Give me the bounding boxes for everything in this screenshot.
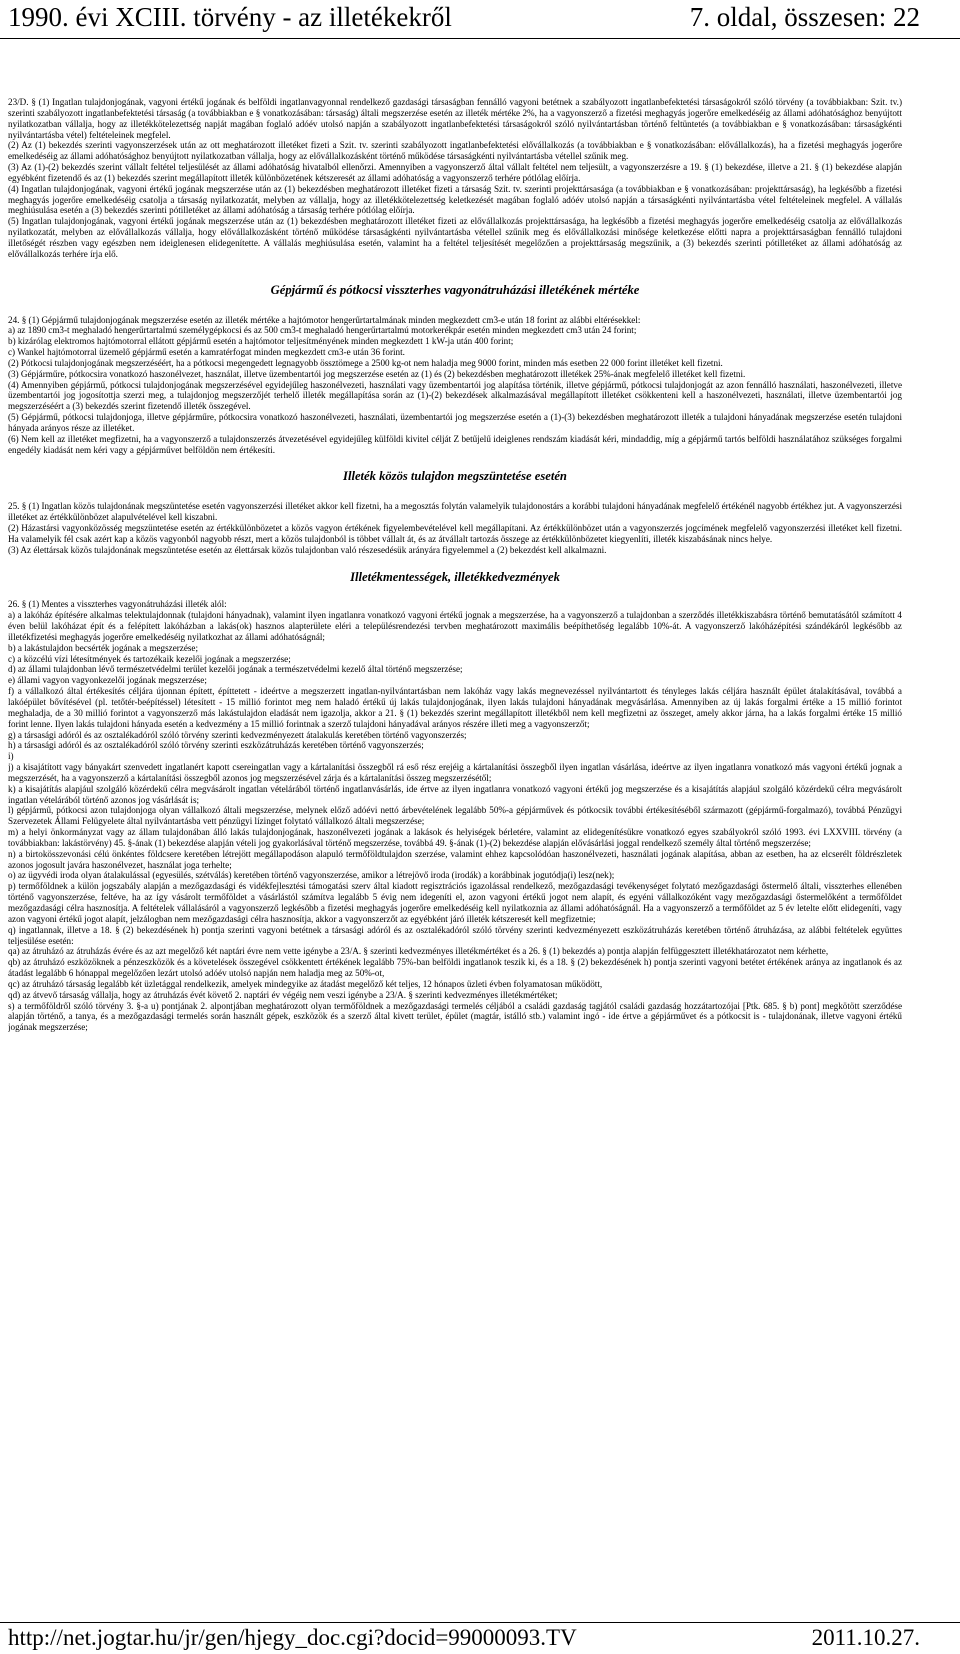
paragraph: qd) az átvevő társaság vállalja, hogy az átruházás évét követő 2. naptári év végéig nem veszi igénybe a 23/A. § szerinti kedvezményes illetékmértéket;: [8, 989, 558, 1000]
paragraph: b) kizárólag elektromos hajtómotorral ellátott gépjármű esetén a hajtómotor teljesítményének minden megkezdett 1 kW-ja után 400 forint;: [8, 336, 514, 347]
page-number: 7. oldal, összesen: 22: [689, 2, 920, 32]
paragraph: (3) Gépjárműre, pótkocsira vonatkozó haszonélvezet, használat, illetve üzembentartói jog megszerzése esetén az (1) és (2) bekezdésben meghatározott illetékek 25%-ának megfelelő illetéket kell fizetni.: [8, 368, 746, 379]
document-body: [8, 97, 902, 1617]
paragraph: e) állami vagyon vagyonkezelői jogának megszerzése;: [8, 675, 207, 686]
paragraph: k) a kisajátítás alapjául szolgáló közérdekű célra megvásárolt ingatlan vételárából történő ingatlanvásárlás, ide értve az ilyen ingatlanra vonatkozó vagyoni értékű jog megszerzése és a kisajátítás alapjául szolgáló közérdekű célra megvásárolt ingatlan vételárából történő azonos jog vásárlását is;: [8, 783, 902, 805]
paragraph: n) a birtokösszevonási célú önkéntes földcsere keretében létrejött megállapodáson alapuló termőföldtulajdon szerzése, valamint ehhez kapcsolódóan haszonélvezeti, használati jogának alapítása, abban az esetben, ha az elcserélt földrészletek azonos jogosult javára haszonélvezet, használat joga terhelte;: [8, 848, 902, 870]
paragraph: (6) Nem kell az illetéket megfizetni, ha a vagyonszerző a tulajdonszerzés átvezetésével egyidejűleg külföldi kivitel célját Z betűjelű ideiglenes rendszám kiadását kéri, mindaddig, míg a gépjármű tartós belföldi használatához szükséges forgalmi engedély kiadását nem kéri vagy a gépjárművet belföldön nem értékesíti.: [8, 433, 902, 455]
paragraph: (3) Az élettársak közös tulajdonának megszüntetése esetén az élettársak közös tulajdonban való részesedésük arányára figyelemmel a (2) bekezdést kell alkalmazni.: [8, 544, 607, 555]
paragraph: (5) Gépjármű, pótkocsi tulajdonjoga, illetve gépjárműre, pótkocsira vonatkozó haszonélvezeti, használati, üzembentartói jog megszerzése esetén a (1)-(3) bekezdésben meghatározott illeték a tulajdoni hányadának megszerzése esetén tulajdoni hányada arányos része az illetéket.: [8, 412, 902, 433]
paragraph: (2) Házastársi vagyonközösség megszüntetése esetén az értékkülönbözetet a közös vagyon értékének figyelembevételével kell megállapítani. Az értékkülönbözet után a vagyonszerzés jogcímének megfelelő vagyonszerzési illetéket kell fizetni. Ha valamelyik fél csak azért kap a közös vagyonból nagyobb részt, mert a közös tulajdonból is többet vállalt át, és az átvállalt tartozás összege az értékkülönbözetet kiegyenlíti, illeték kiszabásának nincs helye.: [8, 523, 902, 544]
paragraph: (4) Ingatlan tulajdonjogának, vagyoni értékű jogának megszerzése után az (1) bekezdésben meghatározott illetéket fizeti a társaság Szit. tv. szerinti projekttársasága (a továbbiakban e § vonatkozásában: projekttársaság), ha legkésőbb a fizetési meghagyás jogerőre emelkedéséig csatolja a társaság nyilatkozatát, melyben az vállalja, hogy az illetékkötelezettség keletkezését magában foglaló adóév utolsó napján a társaságkénti nyilvántartásba vétel feltételeinek megfelel. A vállalás meghiúsulása esetén a (3) bekezdés szerinti pótilletéket az állami adóhatóság a társaság terhére pótlólag előírja.: [8, 183, 902, 216]
paragraph: 24. § (1) Gépjármű tulajdonjogának megszerzése esetén az illeték mértéke a hajtómotor hengerűrtartalmának minden megkezdett cm3-e után 18 forint az alábbi eltérésekkel:: [8, 314, 641, 325]
paragraph: 25. § (1) Ingatlan közös tulajdonának megszüntetése esetén vagyonszerzési illetéket akkor kell fizetni, ha a megosztás folytán valamelyik tulajdonostárs a korábbi tulajdoni hányadának megfelelő értékénél nagyobb értékhez jut. A vagyonszerzési illetéket az értékkülönbözet alapulvételével kell kiszabni.: [8, 501, 902, 523]
paragraph: p) termőföldnek a külön jogszabály alapján a mezőgazdasági és vidékfejlesztési támogatási szerv által kiadott regisztrációs igazolással rendelkező, mezőgazdasági tevékenységet folytató mezőgazdasági őstermelő általi, visszterhes ellenében történő vagyonszerzése, feltéve, ha az így vásárolt termőföldet a vásárlástól számítva legalább 5 évig nem idegeníti el, azon vagyoni értékű jogot nem alapít, és egyéni vállalkozóként vagy mezőgazdasági őstermelőként a termőföldet mezőgazdasági célra hasznosítja. A feltételek vállalásáról a vagyonszerző legkésőbb a fizetési meghagyás jogerőre emelkedéséig kell nyilatkoznia az állami adóhatóságnál. Ha a vagyonszerző a termőföldet az 5 év letelte előtt elidegeníti, vagy azon vagyoni értékű jogot alapít, jelzálogban nem mezőgazdasági célra hasznosítja, akkor a vagyonszerzőt az egyébként járó illeték kétszeresét kell megfizetnie;: [8, 881, 902, 924]
print-date: 2011.10.27.: [811, 1625, 920, 1650]
header-rule: [0, 38, 960, 39]
paragraph: d) az állami tulajdonban lévő természetvédelmi terület kezelői jogának a természetvédelmi kezelő által történő megszerzése;: [8, 664, 463, 675]
paragraph: o) az ügyvédi iroda olyan átalakulással (egyesülés, szétválás) keretében történő vagyonszerzése, amikor a létrejövő iroda (irodák) a korábbinak jogutódja(i) lesz(nek);: [8, 870, 615, 881]
page-footer: [0, 1621, 960, 1654]
section-heading: Illeték közös tulajdon megszüntetése esetén: [343, 469, 567, 484]
paragraph: h) a társasági adóról és az osztalékadóról szóló törvény szerinti eszközátruházás keretében történő vagyonszerzés;: [8, 740, 424, 751]
paragraph: f) a vállalkozó által értékesítés céljára újonnan épített, építtetett - ideértve a megszerzett ingatlan-nyilvántartásban nem lakóház vagy lakás megnevezéssel nyilvántartott és tényleges lakás céljára használt épület átalakításával, továbbá a lakóépület bővítésével (pl. tetőtér-beépítéssel) létesített - 15 millió forintot meg nem haladó értékű új lakás tulajdonjogának, ilyen lakás tulajdoni hányadának megvásárlása. Amennyiben az új lakás forgalmi értéke a 15 millió forintot meghaladja, de a 30 millió forintot a vagyonszerző más lakástulajdon eladását nem igazolja, akkor a 21. § (1) bekezdés szerint megállapított illetékből nem kell megfizetni az összeget, amely akkor járna, ha a lakás forgalmi értéke 15 millió forint lenne. Ilyen lakás tulajdoni hányada esetén a kedvezmény a 15 millió forintnak a szerző tulajdoni hányadával arányos részére illeti meg a vagyonszerzőt;: [8, 686, 902, 729]
section-heading: Illetékmentességek, illetékkedvezmények: [350, 569, 560, 584]
paragraph: a) a lakóház építésére alkalmas telektulajdonnak (tulajdoni hányadnak), valamint ilyen ingatlanra vonatkozó vagyoni értékű jognak a megszerzése, ha a vagyonszerző a tulajdonban a szerződés illetékkiszabásra történő bemutatásától számított 4 éven belül lakóházat épít és a felépített lakóházban a lakás(ok) hasznos alapterülete eléri a településrendezési tervben meghatározott maximális beépíthetőség legalább 10%-át. A vagyonszerző lakóházépítési szándékáról legkésőbb az illetékfizetési meghagyás jogerőre emelkedéséig nyilatkozhat az állami adóhatóságnál;: [8, 610, 902, 642]
paragraph: l) gépjármű, pótkocsi azon tulajdonjoga olyan vállalkozó általi megszerzése, melynek előző adóévi nettó árbevételének legalább 50%-a gépjárművek és pótkocsik további értékesítéséből származott (gépjármű-forgalmazó), továbbá Pénzügyi Szervezetek Állami Felügyelete által nyilvántartásba vett pénzügyi lízinget folytató vállalkozó általi megszerzése;: [8, 805, 902, 827]
source-url: http://net.jogtar.hu/jr/gen/hjegy_doc.cgi?docid=99000093.TV: [8, 1625, 577, 1650]
paragraph: j) a kisajátított vagy bányakárt szenvedett ingatlanért kapott csereingatlan vagy a kártalanítási összegből rá eső rész erejéig a kártalanítási összegből ilyen ingatlan vásárlása, ideértve az ilyen ingatlanra vonatkozó más vagyoni értékű jognak a megszerzését, ha a vagyonszerző a kártalanítási összegből azonos jog megszerzésével zárja és a kártalanítási összeg megszerzésétől;: [8, 762, 902, 783]
paragraph: m) a helyi önkormányzat vagy az állam tulajdonában álló lakás tulajdonjogának, haszonélvezeti jogának a lakások és helyiségek bérletére, valamint az elidegenítésükre vonatkozó egyes szabályokról szóló 1993. évi LXXVIII. törvény (a továbbiakban: lakástörvény) 45. §-ának (1) bekezdése alapján vételi jog gyakorlásával történő megszerzése, továbbá 49. §-ának (1)-(2) bekezdése alapján elővásárlási joggal rendelkező személy által történő megszerzése;: [8, 827, 902, 848]
page-header: [0, 0, 960, 42]
paragraph: a) az 1890 cm3-t meghaladó hengerűrtartalmú személygépkocsi és az 500 cm3-t meghaladó hengerűrtartalmú motorkerékpár esetén minden megkezdett cm3 után 24 forint;: [8, 325, 637, 336]
paragraph: (2) Az (1) bekezdés szerinti vagyonszerzések után az ott meghatározott illetéket fizeti a Szit. tv. szerinti szabályozott ingatlanbefektetési elővállalkozás (a továbbiakban e § vonatkozásában: elővállalkozás), ha a fizetési meghagyás jogerőre emelkedéséig az állami adóhatósághoz benyújtott nyilatkozatban vállalja, hogy az elővállalkozásként történő működése társaságkénti nyilvántartásba vétellel szűnik meg.: [8, 140, 902, 162]
footer-rule: [0, 1622, 960, 1623]
paragraph: (5) Ingatlan tulajdonjogának, vagyoni értékű jogának megszerzése után az (1) bekezdésben meghatározott illetéket fizeti az elővállalkozás projekttársasága, ha legkésőbb a fizetési meghagyás jogerőre emelkedéséig csatolja az elővállalkozás nyilatkozatát, melyben az elővállalkozás vállalja, hogy elővállalkozásként történő működése társaságkénti nyilvántartásba vétellel szűnik meg és elővállalkozási minősége keletkezése előtti napra a projekttársaságban fennálló tulajdoni illetőségét részben vagy egészben nem ideiglenesen elidegenítette. A vállalás meghiúsulása esetén, valamint ha a feltétel teljesítését megelőzően a projekttársaság megszűnik, a (3) bekezdés szerinti pótilletéket az állami adóhatóság az elővállalkozás terhére írja elő.: [8, 216, 902, 259]
paragraph: (3) Az (1)-(2) bekezdés szerint vállalt feltétel teljesülését az állami adóhatóság hivatalból ellenőrzi. Amennyiben a vagyonszerző által vállalt feltétel nem teljesült, a vagyonszerzésre a 19. § (1) bekezdése, illetve a 21. § (1) bekezdése alapján egyébként fizetendő és az (1) bekezdés szerint megállapított illeték különbözetének kétszeresét az állami adóhatóság a vagyonszerző terhére pótlólag előírja.: [8, 162, 902, 183]
paragraph: s) a termőföldről szóló törvény 3. §-a u) pontjának 2. alpontjában meghatározott olyan termőföldnek a mezőgazdasági termelés céljából a családi gazdaság tagjától családi gazdaság hozzátartozójai [Ptk. 685. § b) pont] megkötött szerződése alapján történő, a tanya, és a mezőgazdasági termelés során használt gépek, eszközök és a szerző által kivett terület, épület (magtár, istálló stb.) valamint ingó - ide értve a gépjárművet és a pótkocsit is - tulajdonának, illetve vagyoni értékű jogának megszerzése;: [8, 1000, 902, 1033]
paragraph: b) a lakástulajdon becsérték jogának a megszerzése;: [8, 642, 199, 653]
paragraph: c) Wankel hajtómotorral üzemelő gépjármű esetén a kamratérfogat minden megkezdett cm3-e után 36 forint.: [8, 347, 405, 358]
paragraph: qa) az átruházó az átruházás évére és az azt megelőző két naptári évre nem vette igénybe a 23/A. § szerinti kedvezményes illetékmértéket és a 26. § (1) bekezdés a) pontja alapján felfüggesztett illetékhatározatot nem kérhette,: [8, 946, 829, 957]
paragraph: 23/D. § (1) Ingatlan tulajdonjogának, vagyoni értékű jogának és belföldi ingatlanvagyonnal rendelkező gazdasági társaságban fennálló vagyoni betétnek a szabályozott ingatlanbefektetési társaságokról szóló törvény (a továbbiakban: Szit. tv.) szerinti szabályozott ingatlanbefektetési társaság (a továbbiakban e § vonatkozásában: társaság) általi megszerzése esetén az illeték mértéke 2%, ha a vagyonszerző a fizetési meghagyás jogerőre emelkedéséig az állami adóhatósághoz benyújtott nyilatkozatban vállalja, hogy az illetékkötelezettség napját magában foglaló adóév utolsó napján a szabályozott ingatlanbefektetési társaságokról szóló nyilvántartásban történő feltüntetés (a továbbiakban e § vonatkozásában: társaságkénti nyilvántartásba vétel) feltételeinek megfelel.: [8, 97, 902, 140]
paragraph: qc) az átruházó társaság legalább két üzletággal rendelkezik, amelyek mindegyike az átadást megelőző két teljes, 12 hónapos üzleti évben folyamatosan működött,: [8, 978, 603, 989]
paragraph: g) a társasági adóról és az osztalékadóról szóló törvény szerinti kedvezményezett átalakulás keretében történő vagyonszerzés;: [8, 729, 467, 740]
paragraph: (2) Pótkocsi tulajdonjogának megszerzéséért, ha a pótkocsi megengedett legnagyobb össztömege a 2500 kg-ot nem haladja meg 9000 forint, minden más esetben 22 000 forint illetéket kell fizetni.: [8, 357, 723, 368]
paragraph: (4) Amennyiben gépjármű, pótkocsi tulajdonjogának megszerzésével egyidejűleg haszonélvezeti, használati vagy üzembentartói jog alapítása történik, illetve gépjármű, pótkocsi tulajdonjogát az azon fennálló használati, haszonélvezeti, illetve üzembentartói jog jogosítottja szerzi meg, a tulajdonjog megszerzőjét terhelő illeték megállapítása során az (1)-(2) bekezdések alkalmazásával megállapított illetéket csökkenteni kell a haszonélvezeti, használati, illetve üzembentartói jog megszerzéséért a (3) bekezdés szerint fizetendő illeték összegével.: [8, 379, 902, 412]
paragraph: 26. § (1) Mentes a visszterhes vagyonátruházási illeték alól:: [8, 599, 227, 610]
document-title: 1990. évi XCIII. törvény - az illetékekről: [8, 2, 452, 32]
paragraph: q) ingatlannak, illetve a 18. § (2) bekezdésének h) pontja szerinti vagyoni betétnek a társasági adóról és az osztalékadóról szóló törvény szerinti kedvezményezett eszközátruházás keretében történő átruházása, az alábbi feltételek együttes teljesülése esetén:: [8, 924, 902, 946]
paragraph: i): [8, 751, 14, 762]
paragraph: qb) az átruházó eszközöknek a pénzeszközök és a követelések összegével csökkentett értékének legalább 75%-ban belföldi ingatlanok teszik ki, és a 18. § (2) bekezdésének h) pontja szerinti vagyoni betétet értékének aránya az ingatlanok és az átadást legalább 6 hónappal megelőzően lezárt utolsó adóév utolsó napján nem haladja meg az 50%-ot,: [8, 957, 902, 979]
paragraph: c) a közcélú vízi létesítmények és tartozékaik kezelői jogának a megszerzése;: [8, 653, 291, 664]
section-heading: Gépjármű és pótkocsi visszterhes vagyonátruházási illetékének mértéke: [270, 282, 640, 297]
